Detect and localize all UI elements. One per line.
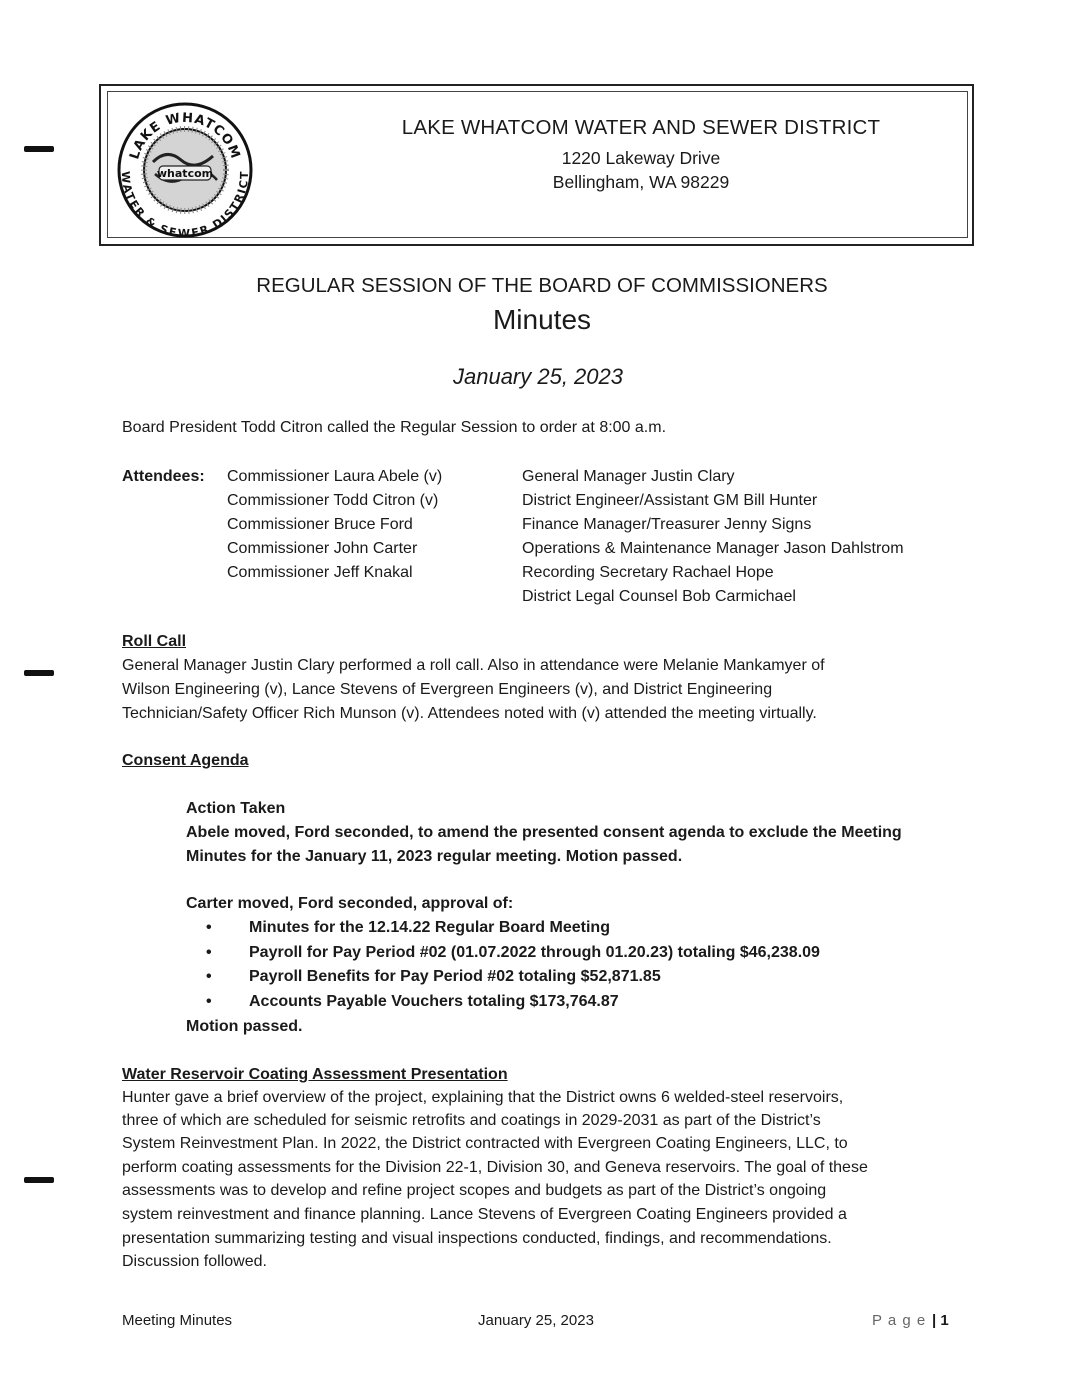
roll-call-heading: Roll Call <box>122 633 187 650</box>
binder-punch-mark <box>24 670 54 676</box>
binder-punch-mark <box>24 146 54 152</box>
reservoir-line: assessments was to develop and refine project scopes and budgets as part of the District’s ongoing <box>122 1182 827 1199</box>
reservoir-line: three of which are scheduled for seismic retrofits and coatings in 2029-2031 as part of the District’s <box>122 1112 821 1129</box>
reservoir-line: perform coating assessments for the Division 22-1, Division 30, and Geneva reservoirs. The goal of these <box>122 1159 868 1176</box>
list-item: General Manager Justin Clary <box>522 468 735 485</box>
list-item: Commissioner Laura Abele (v) <box>227 468 443 485</box>
reservoir-line: presentation summarizing testing and visual inspections conducted, findings, and recommendations. <box>122 1230 832 1247</box>
reservoir-line: system reinvestment and finance planning. Lance Stevens of Evergreen Coating Engineers provided a <box>122 1206 847 1223</box>
motion-text-line: Abele moved, Ford seconded, to amend the presented consent agenda to exclude the Meeting <box>186 824 902 841</box>
list-item: District Legal Counsel Bob Carmichael <box>522 588 796 605</box>
staff-list <box>522 465 904 609</box>
seal-top-text: LAKE WHATCOM <box>127 110 243 162</box>
list-item: • Payroll for Pay Period #02 (01.07.2022 through 01.20.23) totaling $46,238.09 <box>186 941 820 966</box>
document-kind-title: Minutes <box>492 304 592 335</box>
meeting-date: January 25, 2023 <box>452 364 624 389</box>
list-item: Operations & Maintenance Manager Jason Dahlstrom <box>522 540 904 557</box>
attendees-label: Attendees: <box>122 468 205 485</box>
seal-center-text: whatcom <box>156 167 214 180</box>
letterhead <box>99 84 974 246</box>
motion-result: Motion passed. <box>186 1018 303 1035</box>
footer-page-label: P a g e <box>872 1312 927 1329</box>
address-line-1: 1220 Lakeway Drive <box>561 148 721 168</box>
approval-items-list <box>186 916 820 1014</box>
list-item: Recording Secretary Rachael Hope <box>522 564 774 581</box>
motion-intro: Carter moved, Ford seconded, approval of: <box>186 895 514 912</box>
list-item: Commissioner John Carter <box>227 540 418 557</box>
footer-left: Meeting Minutes <box>122 1312 233 1329</box>
reservoir-line: Discussion followed. <box>122 1253 267 1270</box>
list-item: Commissioner Bruce Ford <box>227 516 413 533</box>
list-item: • Accounts Payable Vouchers totaling $173,764.87 <box>186 990 820 1015</box>
roll-call-line: Wilson Engineering (v), Lance Stevens of Evergreen Engineers (v), and District Engineering <box>122 681 773 698</box>
footer-page-number: | 1 <box>932 1312 949 1329</box>
seal-bottom-text: WATER & SEWER DISTRICT <box>118 170 252 240</box>
action-taken-heading: Action Taken <box>186 800 286 817</box>
list-item: • Minutes for the 12.14.22 Regular Board Meeting <box>186 916 820 941</box>
org-name: LAKE WHATCOM WATER AND SEWER DISTRICT <box>401 116 881 139</box>
list-item: Finance Manager/Treasurer Jenny Signs <box>522 516 812 533</box>
reservoir-line: Hunter gave a brief overview of the project, explaining that the District owns 6 welded-steel reservoirs, <box>122 1089 844 1106</box>
motion-text-line: Minutes for the January 11, 2023 regular meeting. Motion passed. <box>186 848 683 865</box>
address-line-2: Bellingham, WA 98229 <box>552 172 730 192</box>
list-item: Commissioner Todd Citron (v) <box>227 492 439 509</box>
reservoir-heading: Water Reservoir Coating Assessment Presentation <box>122 1066 508 1083</box>
list-item: District Engineer/Assistant GM Bill Hunter <box>522 492 818 509</box>
roll-call-line: Technician/Safety Officer Rich Munson (v). Attendees noted with (v) attended the meeting virtually. <box>122 705 817 722</box>
letterhead-text-block <box>361 116 921 194</box>
binder-punch-mark <box>24 1177 54 1183</box>
commissioners-list <box>227 465 442 585</box>
list-item: • Payroll Benefits for Pay Period #02 totaling $52,871.85 <box>186 965 820 990</box>
reservoir-line: System Reinvestment Plan. In 2022, the District contracted with Evergreen Coating Engineers, LLC, to <box>122 1135 848 1152</box>
session-title: REGULAR SESSION OF THE BOARD OF COMMISSIONERS <box>256 274 828 297</box>
consent-agenda-heading: Consent Agenda <box>122 752 249 769</box>
list-item: Commissioner Jeff Knakal <box>227 564 413 581</box>
footer-center: January 25, 2023 <box>478 1312 594 1329</box>
roll-call-line: General Manager Justin Clary performed a roll call. Also in attendance were Melanie Mankamyer of <box>122 657 825 674</box>
district-seal-logo <box>115 100 255 240</box>
call-to-order-text: Board President Todd Citron called the Regular Session to order at 8:00 a.m. <box>122 419 667 436</box>
